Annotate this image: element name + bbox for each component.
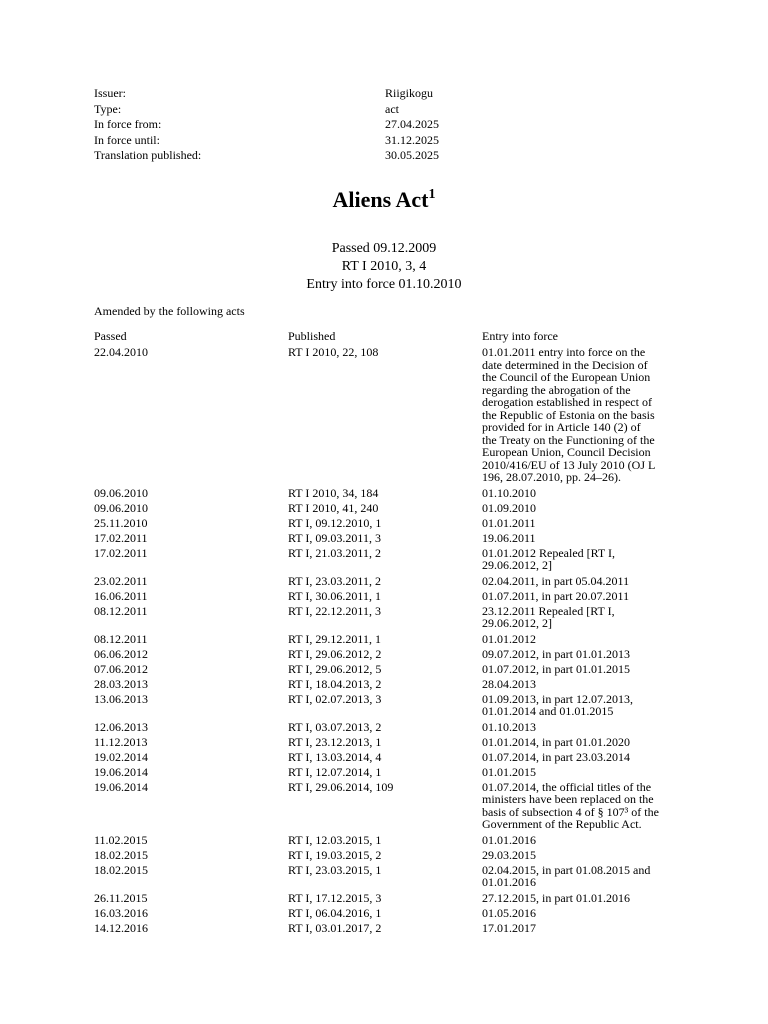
passed-date: Passed 09.12.2009: [331, 241, 437, 256]
table-row: [94, 502, 694, 515]
cell-passed: 13.06.2013: [94, 691, 148, 706]
cell-passed: 28.03.2013: [94, 676, 148, 691]
entry-line: 02.04.2011, in part 05.04.2011: [482, 573, 630, 588]
cell-passed: 22.04.2010: [94, 345, 148, 359]
cell-published: RT I, 18.04.2013, 2: [288, 676, 382, 691]
document-metadata: [94, 87, 694, 165]
meta-value: 27.04.2025: [385, 117, 439, 131]
cell-entry-into-force: [482, 648, 677, 661]
cell-entry-into-force: [482, 678, 677, 691]
meta-row-translation-published: [94, 149, 694, 165]
entry-into-force: Entry into force 01.10.2010: [306, 277, 462, 292]
entry-line: 01.01.2015: [482, 764, 536, 779]
cell-entry-into-force: [482, 736, 677, 749]
entry-line: 19.06.2011: [482, 530, 536, 545]
header-published: Published: [288, 329, 336, 343]
table-row: [94, 892, 694, 905]
table-row: [94, 663, 694, 676]
cell-published: RT I, 29.12.2011, 1: [288, 631, 381, 646]
entry-line: 01.07.2012, in part 01.01.2015: [482, 661, 630, 676]
entry-line: 01.09.2010: [482, 500, 536, 515]
entry-line: the Treaty on the Functioning of the: [482, 432, 655, 447]
cell-entry-into-force: [482, 633, 677, 646]
cell-entry-into-force: [482, 751, 677, 764]
table-row: [94, 532, 694, 545]
entry-line: 2010/416/EU of 13 July 2010 (OJ L: [482, 457, 656, 472]
page-title: [0, 186, 768, 214]
meta-label: Type:: [94, 101, 122, 116]
table-row: [94, 487, 694, 500]
cell-passed: 09.06.2010: [94, 485, 148, 500]
entry-line: provided for in Article 140 (2) of: [482, 420, 641, 434]
cell-passed: 11.02.2015: [94, 832, 148, 847]
cell-passed: 17.02.2011: [94, 545, 148, 560]
cell-published: RT I, 02.07.2013, 3: [288, 691, 382, 706]
table-body: [94, 346, 694, 934]
title-text: Aliens Act: [332, 187, 429, 212]
cell-published: RT I, 23.03.2015, 1: [288, 862, 382, 877]
cell-passed: 14.12.2016: [94, 920, 148, 935]
amended-heading: Amended by the following acts: [94, 304, 245, 318]
cell-entry-into-force: [482, 864, 677, 889]
cell-published: RT I, 19.03.2015, 2: [288, 847, 382, 862]
header-passed: Passed: [94, 329, 127, 343]
entry-line: ministers have been replaced on the: [482, 792, 654, 806]
meta-row-in-force-from: [94, 118, 694, 134]
cell-entry-into-force: [482, 547, 677, 572]
cell-passed: 16.03.2016: [94, 905, 148, 920]
entry-line: 29.03.2015: [482, 847, 536, 862]
cell-passed: 11.12.2013: [94, 734, 148, 749]
table-row: [94, 517, 694, 530]
cell-passed: 23.02.2011: [94, 573, 148, 588]
table-row: [94, 736, 694, 749]
table-row: [94, 693, 694, 718]
cell-published: RT I, 29.06.2012, 5: [288, 661, 382, 676]
table-row: [94, 922, 694, 935]
cell-entry-into-force: [482, 892, 677, 905]
cell-entry-into-force: [482, 922, 677, 935]
cell-published: RT I, 17.12.2015, 3: [288, 890, 382, 905]
table-row: [94, 678, 694, 691]
cell-entry-into-force: [482, 766, 677, 779]
entry-line: 01.01.2011 entry into force on the: [482, 345, 646, 359]
table-row: [94, 781, 694, 831]
cell-entry-into-force: [482, 532, 677, 545]
cell-passed: 16.06.2011: [94, 588, 148, 603]
entry-line: 01.01.2012: [482, 631, 536, 646]
cell-passed: 19.06.2014: [94, 779, 148, 794]
table-row: [94, 834, 694, 847]
meta-value: 31.12.2025: [385, 132, 439, 147]
entry-line: 01.05.2016: [482, 905, 536, 920]
table-row: [94, 766, 694, 779]
cell-passed: 25.11.2010: [94, 515, 148, 530]
cell-passed: 08.12.2011: [94, 631, 148, 646]
cell-passed: 09.06.2010: [94, 500, 148, 515]
cell-published: RT I, 22.12.2011, 3: [288, 603, 381, 618]
cell-published: RT I 2010, 34, 184: [288, 485, 379, 500]
cell-passed: 07.06.2012: [94, 661, 148, 676]
entry-line: 01.01.2014 and 01.01.2015: [482, 704, 614, 718]
meta-value: act: [385, 101, 399, 116]
cell-published: RT I, 03.01.2017, 2: [288, 920, 382, 935]
cell-published: RT I, 13.03.2014, 4: [288, 749, 382, 764]
entry-line: 01.10.2010: [482, 485, 536, 500]
meta-label: Translation published:: [94, 148, 202, 162]
entry-line: 17.01.2017: [482, 920, 536, 935]
entry-line: European Union, Council Decision: [482, 445, 651, 459]
table-row: [94, 575, 694, 588]
cell-published: RT I, 29.06.2014, 109: [288, 779, 394, 794]
entry-line: 02.04.2015, in part 01.08.2015 and: [482, 862, 651, 877]
cell-published: RT I 2010, 22, 108: [288, 345, 379, 359]
meta-label: In force from:: [94, 117, 162, 131]
entry-line: 196, 28.07.2010, pp. 24–26).: [482, 470, 621, 484]
cell-published: RT I, 12.03.2015, 1: [288, 832, 382, 847]
cell-passed: 06.06.2012: [94, 646, 148, 661]
entry-line: 01.01.2016: [482, 832, 536, 847]
cell-entry-into-force: [482, 849, 677, 862]
cell-published: RT I, 09.12.2010, 1: [288, 515, 382, 530]
table-row: [94, 547, 694, 572]
meta-row-issuer: [94, 87, 694, 103]
cell-entry-into-force: [482, 781, 677, 831]
amendments-table: [94, 330, 694, 937]
entry-line: 23.12.2011 Repealed [RT I,: [482, 603, 615, 618]
cell-entry-into-force: [482, 575, 677, 588]
cell-passed: 19.02.2014: [94, 749, 148, 764]
cell-published: RT I, 09.03.2011, 3: [288, 530, 381, 545]
cell-entry-into-force: [482, 663, 677, 676]
meta-row-type: [94, 103, 694, 119]
table-row: [94, 605, 694, 630]
entry-line: 01.01.2011: [482, 515, 536, 530]
table-row: [94, 907, 694, 920]
rt-reference: RT I 2010, 3, 4: [341, 259, 427, 274]
table-row: [94, 864, 694, 889]
footnote-marker[interactable]: 1: [428, 187, 436, 202]
cell-passed: 18.02.2015: [94, 847, 148, 862]
entry-line: regarding the abrogation of the: [482, 382, 631, 397]
cell-published: RT I, 23.03.2011, 2: [288, 573, 381, 588]
entry-line: 01.01.2012 Repealed [RT I,: [482, 545, 616, 560]
entry-line: 29.06.2012, 2]: [482, 616, 552, 630]
entry-line: 01.01.2016: [482, 875, 536, 889]
act-info: [0, 240, 768, 294]
cell-entry-into-force: [482, 907, 677, 920]
cell-published: RT I, 12.07.2014, 1: [288, 764, 382, 779]
table-row: [94, 721, 694, 734]
entry-line: date determined in the Decision of: [482, 357, 648, 372]
entry-line: 01.07.2014, in part 23.03.2014: [482, 749, 630, 764]
cell-entry-into-force: [482, 721, 677, 734]
entry-line: 27.12.2015, in part 01.01.2016: [482, 890, 630, 905]
cell-published: RT I, 30.06.2011, 1: [288, 588, 381, 603]
entry-line: 29.06.2012, 2]: [482, 558, 552, 572]
cell-published: RT I, 03.07.2013, 2: [288, 719, 382, 734]
meta-value: 30.05.2025: [385, 148, 439, 162]
table-row: [94, 751, 694, 764]
cell-passed: 08.12.2011: [94, 603, 148, 618]
cell-passed: 26.11.2015: [94, 890, 148, 905]
table-row: [94, 849, 694, 862]
cell-passed: 17.02.2011: [94, 530, 148, 545]
cell-entry-into-force: [482, 502, 677, 515]
cell-passed: 12.06.2013: [94, 719, 148, 734]
cell-entry-into-force: [482, 605, 677, 630]
entry-line: 01.07.2011, in part 20.07.2011: [482, 588, 630, 603]
cell-published: RT I 2010, 41, 240: [288, 500, 379, 515]
meta-row-in-force-until: [94, 134, 694, 150]
meta-label: Issuer:: [94, 86, 126, 100]
cell-passed: 19.06.2014: [94, 764, 148, 779]
cell-passed: 18.02.2015: [94, 862, 148, 877]
entry-line: 28.04.2013: [482, 676, 536, 691]
entry-line: 01.09.2013, in part 12.07.2013,: [482, 691, 633, 706]
meta-label: In force until:: [94, 132, 160, 147]
entry-line: the Council of the European Union: [482, 370, 651, 384]
table-row: [94, 346, 694, 484]
cell-entry-into-force: [482, 487, 677, 500]
header-entry-into-force: Entry into force: [482, 329, 558, 343]
cell-entry-into-force: [482, 517, 677, 530]
cell-entry-into-force: [482, 834, 677, 847]
cell-entry-into-force: [482, 346, 677, 484]
table-row: [94, 633, 694, 646]
cell-published: RT I, 21.03.2011, 2: [288, 545, 381, 560]
entry-line: Government of the Republic Act.: [482, 817, 642, 831]
entry-line: 09.07.2012, in part 01.01.2013: [482, 646, 630, 661]
cell-entry-into-force: [482, 590, 677, 603]
entry-line: basis of subsection 4 of § 107³ of the: [482, 804, 659, 819]
entry-line: the Republic of Estonia on the basis: [482, 407, 655, 422]
table-row: [94, 590, 694, 603]
table-header: [94, 330, 694, 346]
entry-line: 01.10.2013: [482, 719, 536, 734]
cell-entry-into-force: [482, 693, 677, 718]
entry-line: derogation established in respect of: [482, 395, 652, 409]
cell-published: RT I, 29.06.2012, 2: [288, 646, 382, 661]
entry-line: 01.01.2014, in part 01.01.2020: [482, 734, 630, 749]
cell-published: RT I, 06.04.2016, 1: [288, 905, 382, 920]
table-row: [94, 648, 694, 661]
meta-value: Riigikogu: [385, 86, 434, 100]
entry-line: 01.07.2014, the official titles of the: [482, 779, 652, 794]
cell-published: RT I, 23.12.2013, 1: [288, 734, 382, 749]
